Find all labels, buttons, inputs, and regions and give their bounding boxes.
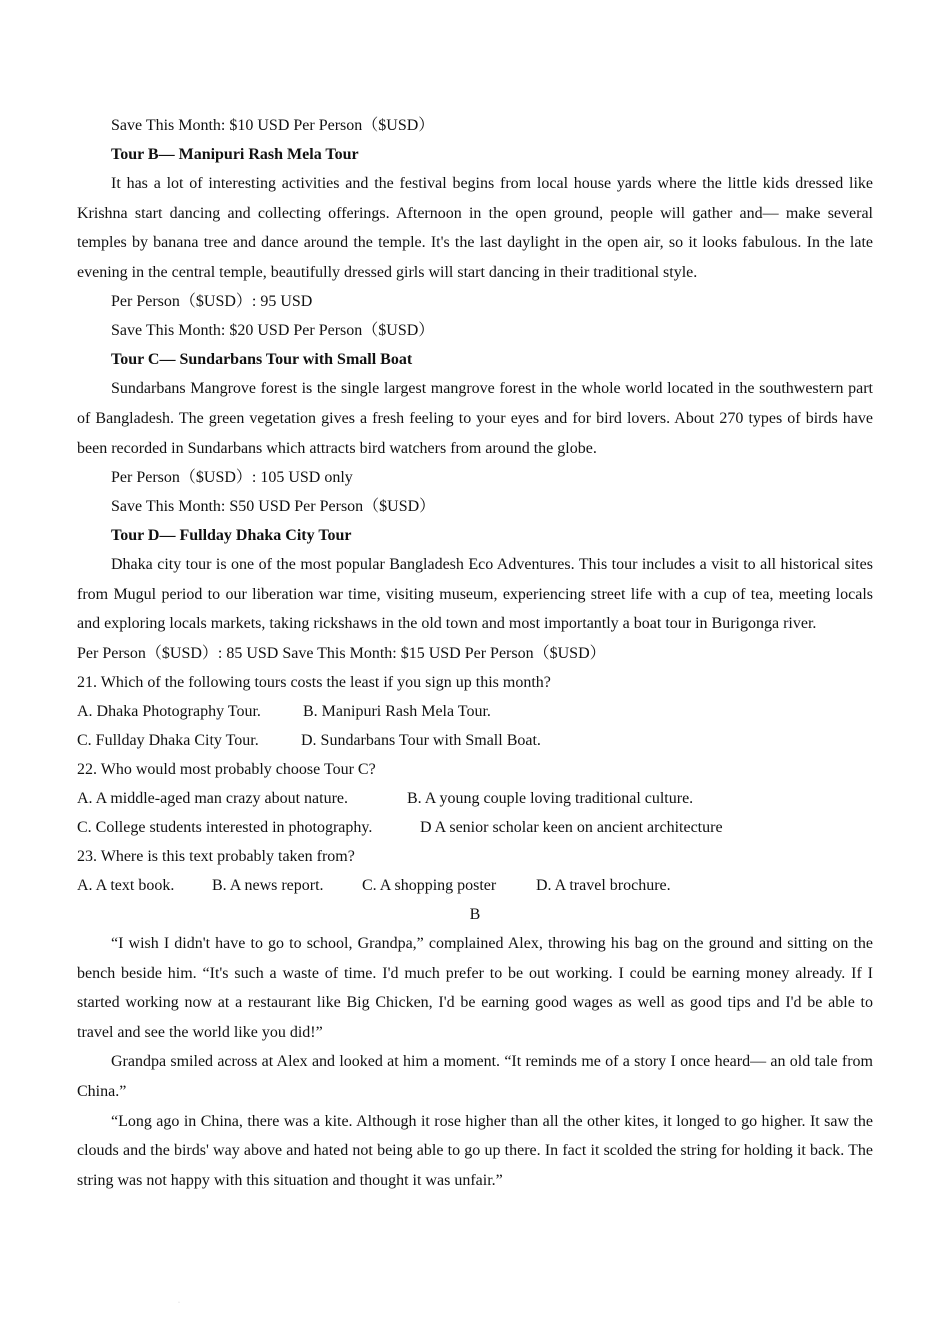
question-23-options [77, 871, 873, 900]
section-b-heading: B [469, 905, 481, 923]
q22-option-c: C. College students interested in photography. [77, 818, 373, 836]
tour-c-price: Per Person（$USD）: 105 USD only [111, 469, 353, 487]
q23-option-d: D. A travel brochure. [536, 876, 671, 894]
question-21: 21. Which of the following tours costs the least if you sign up this month? [77, 673, 551, 691]
question-23: 23. Where is this text probably taken from? [77, 847, 355, 865]
q21-option-b: B. Manipuri Rash Mela Tour. [303, 702, 491, 720]
tour-b-save: Save This Month: $20 USD Per Person（$USD） [111, 322, 435, 340]
q22-option-d: D A senior scholar keen on ancient architecture [420, 818, 723, 836]
question-22-options-row-1 [77, 784, 873, 813]
q21-option-d: D. Sundarbans Tour with Small Boat. [301, 731, 541, 749]
q21-option-c: C. Fullday Dhaka City Tour. [77, 731, 259, 749]
q22-option-a: A. A middle-aged man crazy about nature. [77, 789, 349, 807]
section-b-paragraph-1: “I wish I didn't have to go to school, Grandpa,” complained Alex, throwing his bag on the ground and sitting on the bench beside him. “It's such a waste of time. I'd much prefer to be out working. I could be earning money already. If I started working now at a restaurant like Big Chicken, I'd be earning good wages as well as good tips and I'd be able to travel and see the world like you did!” [77, 934, 873, 1041]
tour-d-description: Dhaka city tour is one of the most popular Bangladesh Eco Adventures. This tour includes a visit to all historical sites from Mugul period to our liberation war time, visiting museum, experiencing street life with a cup of tea, meeting locals and exploring locals markets, taking rickshaws in the old town and most importantly a boat tour in Burigonga river. [77, 556, 873, 633]
tour-d-title: Tour D— Fullday Dhaka City Tour [111, 527, 352, 545]
tour-b-title: Tour B— Manipuri Rash Mela Tour [111, 146, 359, 163]
tour-a-save: Save This Month: $10 USD Per Person（$USD） [111, 117, 435, 134]
question-21-options-row-2 [77, 726, 873, 755]
q21-option-a: A. Dhaka Photography Tour. [77, 702, 261, 720]
tour-b-description: It has a lot of interesting activities and the festival begins from local house yards where the little kids dressed like Krishna start dancing and collecting offerings. Afternoon in the open ground, people will gather and— make several temples by banana tree and dance around the temple. It's the last daylight in the open air, so it looks fabulous. In the late evening in the central temple, beautifully dressed girls will start dancing in their traditional style. [77, 175, 873, 281]
question-22: 22. Who would most probably choose Tour C? [77, 760, 376, 778]
section-b-paragraph-3: “Long ago in China, there was a kite. Although it rose higher than all the other kites, it longed to go higher. It saw the clouds and the birds' way above and hated not being able to go up there. In fact it scolded the string for holding it back. The string was not happy with this situation and thought it was unfair.” [77, 1112, 873, 1189]
q23-option-c: C. A shopping poster [362, 876, 497, 894]
tour-c-save: Save This Month: S50 USD Per Person（$USD） [111, 498, 436, 516]
tour-c-title: Tour C— Sundarbans Tour with Small Boat [111, 351, 413, 369]
tour-d-price-save: Per Person（$USD）: 85 USD Save This Month: $15 USD Per Person（$USD） [77, 644, 606, 662]
tour-c-description: Sundarbans Mangrove forest is the single largest mangrove forest in the whole world located in the southwestern part of Bangladesh. The green vegetation gives a fresh feeling to your eyes and for bird lovers. About 270 types of birds have been recorded in Sundarbans which attracts bird watchers from around the globe. [77, 380, 873, 457]
q23-option-a: A. A text book. [77, 876, 175, 894]
tour-b-price: Per Person（$USD）: 95 USD [111, 293, 313, 311]
q23-option-b: B. A news report. [212, 876, 324, 894]
section-b-paragraph-2: Grandpa smiled across at Alex and looked at him a moment. “It reminds me of a story I once heard— an old tale from China.” [77, 1053, 873, 1100]
question-21-options-row-1 [77, 697, 873, 726]
q22-option-b: B. A young couple loving traditional culture. [407, 789, 694, 807]
footer-mark: · [178, 1300, 180, 1306]
question-22-options-row-2 [77, 813, 873, 842]
document-content [77, 111, 873, 1195]
